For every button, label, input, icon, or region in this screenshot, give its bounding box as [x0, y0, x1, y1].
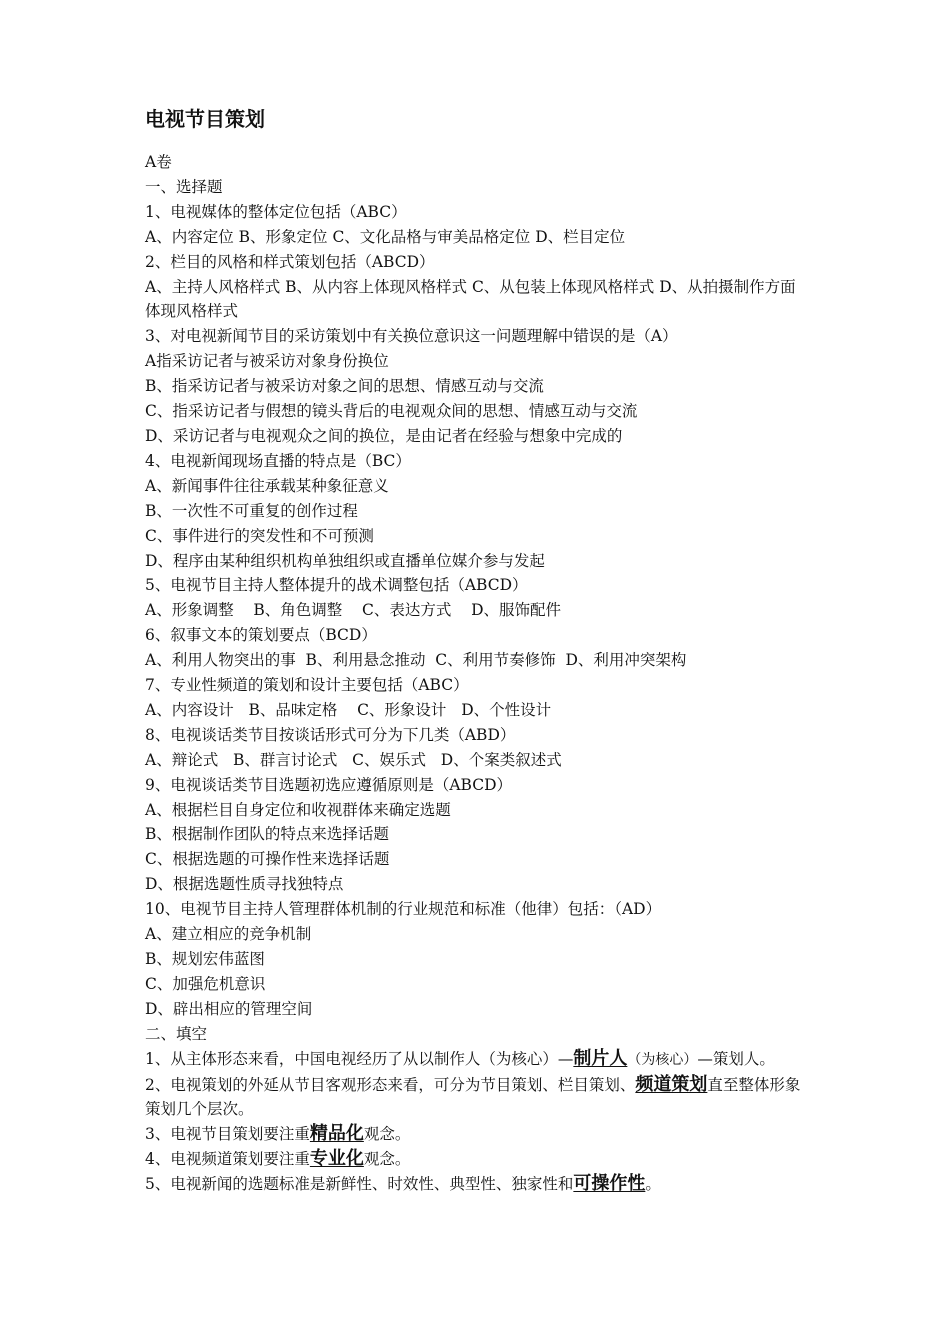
question-option: A、建立相应的竞争机制 [145, 925, 312, 944]
question-option: B、指采访记者与被采访对象之间的思想、情感互动与交流 [145, 377, 544, 396]
fill-answer: 频道策划 [635, 1073, 708, 1095]
question-stem: 10、电视节目主持人管理群体机制的行业规范和标准（他律）包括：（AD） [145, 900, 662, 919]
fill-item-2 [145, 1073, 810, 1123]
question-stem: 5、电视节目主持人整体提升的战术调整包括（ABCD） [145, 576, 528, 595]
question-option: B、根据制作团队的特点来选择话题 [145, 825, 389, 844]
fill-text: 2、电视策划的外延从节目客观形态来看，可分为节目策划、栏目策划、 [145, 1075, 636, 1094]
fill-answer: 可操作性 [573, 1173, 646, 1195]
question-stem: 2、栏目的风格和样式策划包括（ABCD） [145, 252, 435, 271]
document-body [145, 150, 810, 1197]
question-stem: 9、电视谈话类节目选题初选应遵循原则是（ABCD） [145, 775, 513, 794]
fill-item-3 [145, 1122, 810, 1147]
section-heading-choice: 一、选择题 [145, 177, 223, 196]
document-title: 电视节目策划 [145, 107, 265, 131]
question-option: D、程序由某种组织机构单独组织或直播单位媒介参与发起 [145, 551, 545, 570]
section-heading-fill: 二、填空 [145, 1024, 208, 1043]
fill-text: 4、电视频道策划要注重 [145, 1150, 310, 1169]
question-option: D、采访记者与电视观众之间的换位，是由记者在经验与想象中完成的 [145, 426, 623, 445]
question-option: A指采访记者与被采访对象身份换位 [145, 352, 389, 371]
question-option: B、规划宏伟蓝图 [145, 950, 265, 968]
fill-text: 直至整体形象策划几个层次。 [145, 1075, 801, 1119]
question-option: C、根据选题的可操作性来选择话题 [145, 850, 390, 869]
question-option: C、指采访记者与假想的镜头背后的电视观众间的思想、情感互动与交流 [145, 402, 638, 421]
fill-item-1 [145, 1047, 810, 1073]
fill-text: 。 [645, 1175, 661, 1194]
question-options: A、利用人物突出的事 B、利用悬念推动 C、利用节奏修饰 D、利用冲突架构 [145, 651, 687, 670]
fill-answer: 制片人 [573, 1047, 628, 1069]
fill-text: 观念。 [363, 1150, 411, 1169]
question-option: D、根据选题性质寻找独特点 [145, 875, 344, 894]
fill-text: （为核心） [627, 1051, 698, 1068]
fill-text: —策划人。 [697, 1049, 775, 1068]
fill-text: 观念。 [363, 1125, 411, 1144]
question-options: A、内容设计 B、品味定格 C、形象设计 D、个性设计 [145, 700, 552, 719]
question-stem: 3、对电视新闻节目的采访策划中有关换位意识这一问题理解中错误的是（A） [145, 327, 678, 346]
question-options: A、主持人风格样式 B、从内容上体现风格样式 C、从包装上体现风格样式 D、从拍摄制作方面体现风格样式 [145, 277, 796, 321]
question-stem: 6、叙事文本的策划要点（BCD） [145, 626, 377, 645]
question-option: A、新闻事件往往承载某种象征意义 [145, 476, 389, 495]
question-options: A、形象调整 B、角色调整 C、表达方式 D、服饰配件 [145, 601, 561, 620]
fill-text: 5、电视新闻的选题标准是新鲜性、时效性、典型性、独家性和 [145, 1175, 574, 1194]
fill-answer: 专业化 [309, 1148, 364, 1170]
fill-item-5 [145, 1172, 810, 1197]
question-option: C、加强危机意识 [145, 974, 266, 993]
question-option: D、辟出相应的管理空间 [145, 999, 313, 1018]
question-option: C、事件进行的突发性和不可预测 [145, 526, 374, 545]
question-option: B、一次性不可重复的创作过程 [145, 501, 358, 520]
fill-text: 1、从主体形态来看，中国电视经历了从以制作人（为核心）— [145, 1049, 574, 1068]
question-options: A、辩论式 B、群言讨论式 C、娱乐式 D、个案类叙述式 [145, 750, 562, 769]
question-stem: 4、电视新闻现场直播的特点是（BC） [145, 451, 411, 470]
fill-item-4 [145, 1147, 810, 1172]
fill-answer: 精品化 [309, 1123, 364, 1145]
question-options: A、内容定位 B、形象定位 C、文化品格与审美品格定位 D、栏目定位 [145, 227, 626, 246]
fill-text: 3、电视节目策划要注重 [145, 1125, 310, 1144]
question-option: A、根据栏目自身定位和收视群体来确定选题 [145, 800, 451, 819]
question-stem: 7、专业性频道的策划和设计主要包括（ABC） [145, 676, 469, 695]
question-stem: 8、电视谈话类节目按谈话形式可分为下几类（ABD） [145, 725, 516, 744]
paper-label: A卷 [145, 153, 172, 171]
question-stem: 1、电视媒体的整体定位包括（ABC） [145, 202, 407, 221]
